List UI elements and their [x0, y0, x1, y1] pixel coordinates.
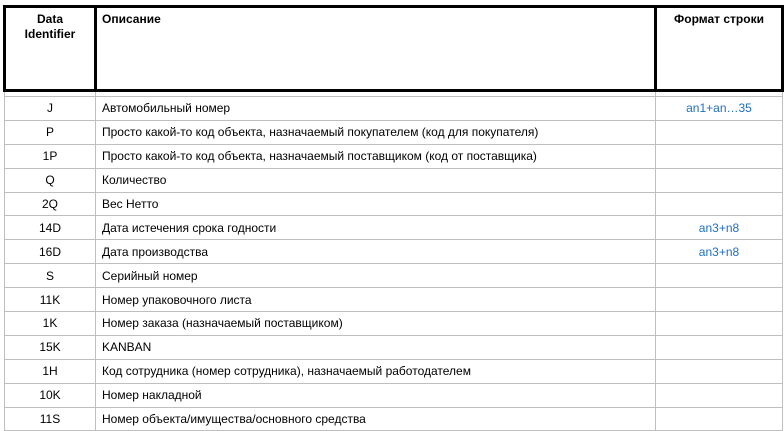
- cell-identifier: 11K: [5, 288, 96, 312]
- cell-identifier: 11S: [5, 407, 96, 431]
- cell-format: [656, 288, 783, 312]
- table-row: [5, 168, 783, 192]
- data-identifier-table: [3, 5, 784, 431]
- cell-identifier: J: [5, 97, 96, 121]
- cell-description: Номер упаковочного листа: [96, 288, 656, 312]
- cell-identifier: 10K: [5, 383, 96, 407]
- cell-identifier: Q: [5, 168, 96, 192]
- cell-description: Количество: [96, 168, 656, 192]
- table-row: [5, 97, 783, 121]
- table-row: [5, 192, 783, 216]
- cell-format: [656, 264, 783, 288]
- cell-identifier: 2Q: [5, 192, 96, 216]
- cell-description: KANBAN: [96, 335, 656, 359]
- cell-identifier: 1H: [5, 359, 96, 383]
- cell-format: [656, 312, 783, 336]
- table-header: [5, 7, 783, 91]
- cell-identifier: 14D: [5, 216, 96, 240]
- table-row: [5, 120, 783, 144]
- cell-identifier: 16D: [5, 240, 96, 264]
- table-row: [5, 216, 783, 240]
- cell-description: Вес Нетто: [96, 192, 656, 216]
- cell-identifier: P: [5, 120, 96, 144]
- cell-description: Автомобильный номер: [96, 97, 656, 121]
- cell-description: Дата производства: [96, 240, 656, 264]
- cell-description: Серийный номер: [96, 264, 656, 288]
- header-data-identifier: Data Identifier: [5, 7, 96, 91]
- table-row: [5, 359, 783, 383]
- header-description: Описание: [96, 7, 656, 91]
- cell-description: Номер накладной: [96, 383, 656, 407]
- cell-identifier: 1K: [5, 312, 96, 336]
- cell-format: [656, 144, 783, 168]
- cell-format: an1+an…35: [656, 97, 783, 121]
- cell-identifier: S: [5, 264, 96, 288]
- cell-format: [656, 407, 783, 431]
- cell-format: [656, 168, 783, 192]
- cell-format: [656, 120, 783, 144]
- header-string-format: Формат строки: [656, 7, 783, 91]
- cell-identifier: 1P: [5, 144, 96, 168]
- cell-format: [656, 192, 783, 216]
- table-body: [5, 91, 783, 431]
- cell-description: Просто какой-то код объекта, назначаемый поставщиком (код от поставщика): [96, 144, 656, 168]
- cell-format: [656, 359, 783, 383]
- cell-description: Номер заказа (назначаемый поставщиком): [96, 312, 656, 336]
- table-row: [5, 383, 783, 407]
- cell-description: Код сотрудника (номер сотрудника), назначаемый работодателем: [96, 359, 656, 383]
- table-row: [5, 264, 783, 288]
- table-row: [5, 288, 783, 312]
- table-row: [5, 240, 783, 264]
- table-row: [5, 407, 783, 431]
- table-row: [5, 335, 783, 359]
- table-row: [5, 312, 783, 336]
- table-row: [5, 144, 783, 168]
- cell-identifier: 15K: [5, 335, 96, 359]
- cell-format: [656, 335, 783, 359]
- cell-description: Просто какой-то код объекта, назначаемый покупателем (код для покупателя): [96, 120, 656, 144]
- cell-format: [656, 383, 783, 407]
- cell-description: Дата истечения срока годности: [96, 216, 656, 240]
- cell-format: an3+n8: [656, 240, 783, 264]
- cell-format: an3+n8: [656, 216, 783, 240]
- cell-description: Номер объекта/имущества/основного средства: [96, 407, 656, 431]
